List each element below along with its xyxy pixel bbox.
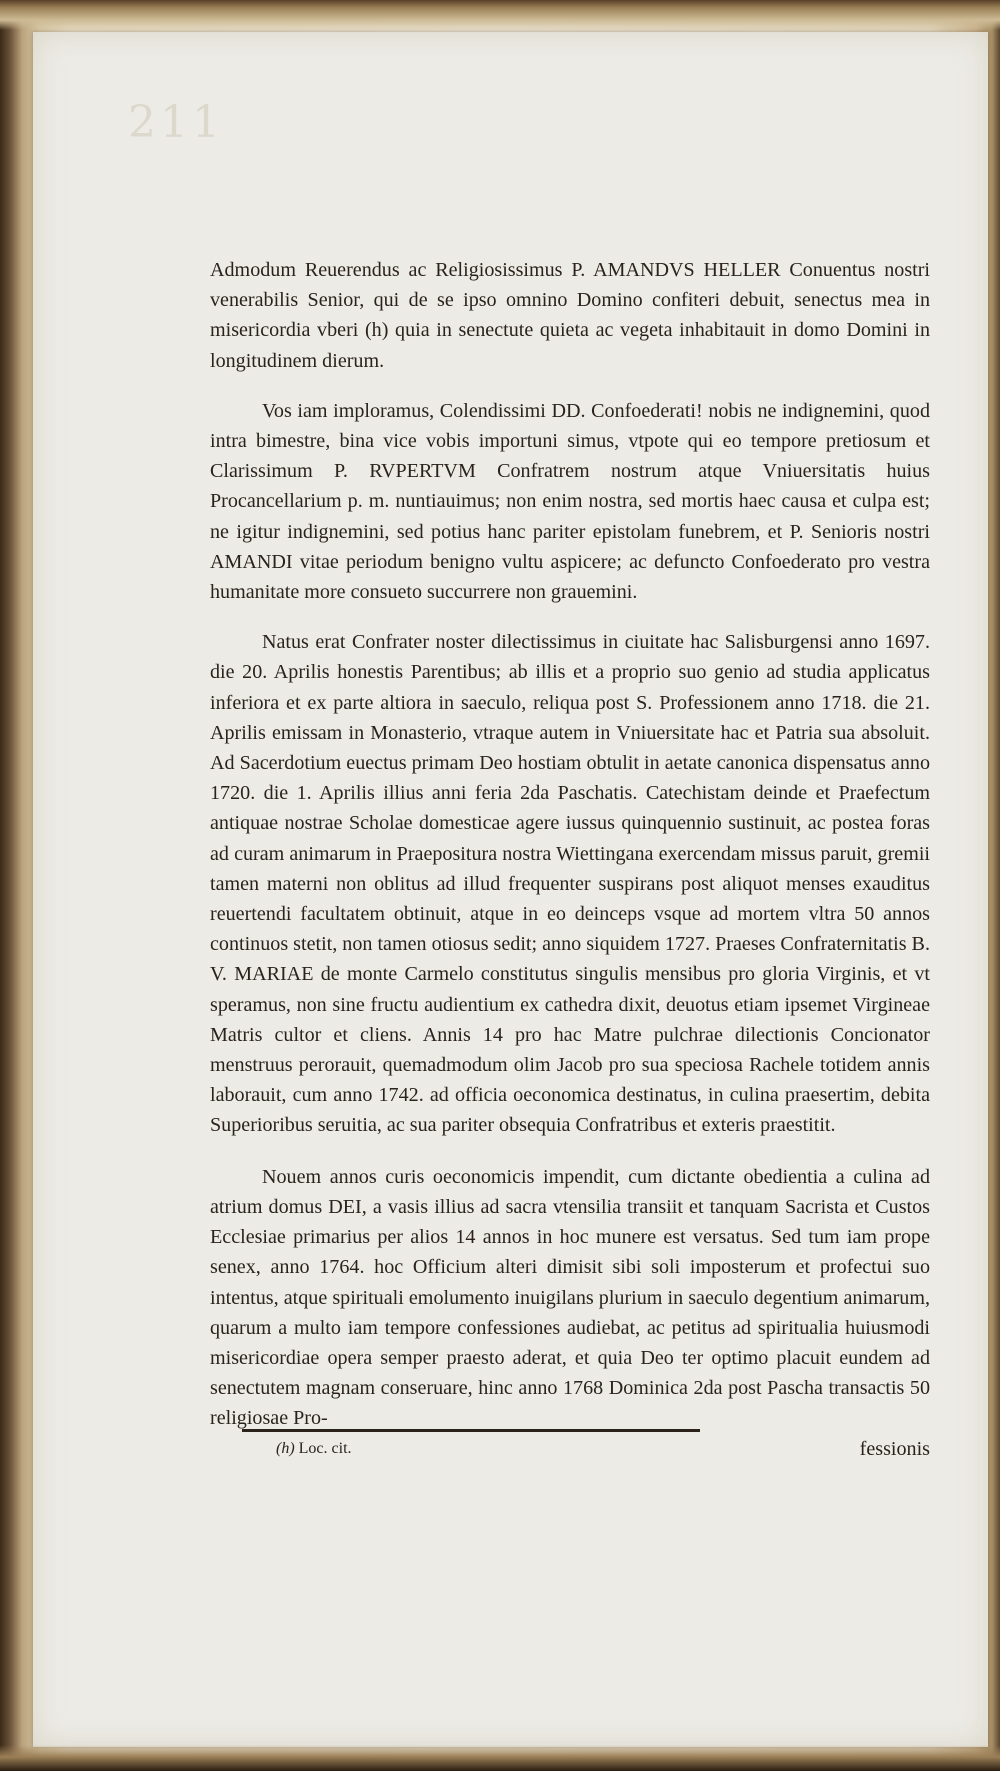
- paragraph-3: Natus erat Confrater noster dilectissimus in ciuitate hac Salisburgensi anno 1697. die 20. Aprilis honestis Parentibus; ab illis et a proprio suo genio ad studia applicatus inferiora et ex parte altiora in saeculo, reliqua post S. Professionem anno 1718. die 21. Aprilis emissam in Monasterio, vtraque autem in Vniuersitate hac et Patria sua absoluit. Ad Sacerdotium euectus primam Deo hostiam obtulit in aetate canonica dispensatus anno 1720. die 1. Aprilis illius anni feria 2da Paschatis. Catechistam deinde et Praefectum antiquae nostrae Scholae domesticae agere iussus quinquennio sustinuit, ac postea foras ad curam animarum in Praepositura nostra Wiettingana exercendam missus paruit, gremii tamen materni non oblitus ad illud frequenter suspirans post aliquot menses exauditus reuertendi facultatem obtinuit, atque in eo deinceps vsque ad mortem vltra 50 annos continuos stetit, non tamen otiosus sedit; anno siquidem 1727. Praeses Confraternitatis B. V. MARIAE de monte Carmelo constitutus singulis mensibus pro gloria Virginis, et vt speramus, non sine fructu audientium ex cathedra dixit, deuotus etiam ipsemet Virgineae Matris cultor et cliens. Annis 14 pro hac Matre pulchrae dilectionis Concionator menstruus perorauit, quemadmodum olim Jacob pro sua speciosa Rachele totidem annis laborauit, cum anno 1742. ad officia oeconomica destinatus, in culina praesertim, debita Superioribus seruitia, ac sua pariter obsequia Confratribus et exteris praestitit.: [210, 631, 930, 1137]
- footnote-rule: [242, 1429, 700, 1432]
- paragraph-1: Admodum Reuerendus ac Religiosissimus P. AMANDVS HELLER Conuentus nostri venerabilis Senior, qui de se ipso omnino Domino confiteri debuit, senectus mea in misericordia vberi (h) quia in senectute quieta ac vegeta inhabitauit in domo Domini in longitudinem dierum.: [210, 259, 930, 372]
- footnote: [276, 1440, 352, 1458]
- footnote-marker: (h): [276, 1440, 295, 1457]
- catchword: fessionis: [859, 1437, 930, 1460]
- paragraph-2: Vos iam imploramus, Colendissimi DD. Confoederati! nobis ne indignemini, quod intra bimestre, bina vice vobis importuni simus, vtpote qui eo tempore pretiosum et Clarissimum P. RVPERTVM Confratrem nostrum atque Vniuersitatis huius Procancellarium p. m. nuntiauimus; non enim nostra, sed mortis haec causa et culpa est; ne igitur indignemini, sed potius hanc pariter epistolam funebrem, et P. Senioris nostri AMANDI vitae periodum benigno vultu aspicere; ac defuncto Confoederato pro vestra humanitate more consueto succurrere non grauemini.: [210, 399, 930, 604]
- bottom-edge-shadow: [0, 1745, 1000, 1771]
- page-number-bleedthrough: 211: [128, 97, 224, 148]
- body-text: [210, 255, 930, 1464]
- top-edge-shadow: [0, 0, 1000, 30]
- footnote-text: Loc. cit.: [298, 1440, 352, 1457]
- paragraph-4: Nouem annos curis oeconomicis impendit, cum dictante obedientia a culina ad atrium domus DEI, a vasis illius ad sacra vtensilia transiit et tanquam Sacrista et Custos Ecclesiae primarius per alios 14 annos in hoc munere est versatus. Sed tum iam prope senex, anno 1764. hoc Officium alteri dimisit sibi soli imposterum et profectui suo intentus, atque spirituali emolumento inuigilans plurium in saeculo degentium animarum, quarum a multo iam tempore confessiones audiebat, ac petitus ad spiritualia huiusmodi misericordiae opera semper praesto aderat, et quia Deo ter optimo placuit eundem ad senectutem magnam conseruare, hinc anno 1768 Dominica 2da post Pascha transactis 50 religiosae Pro-: [210, 1165, 930, 1430]
